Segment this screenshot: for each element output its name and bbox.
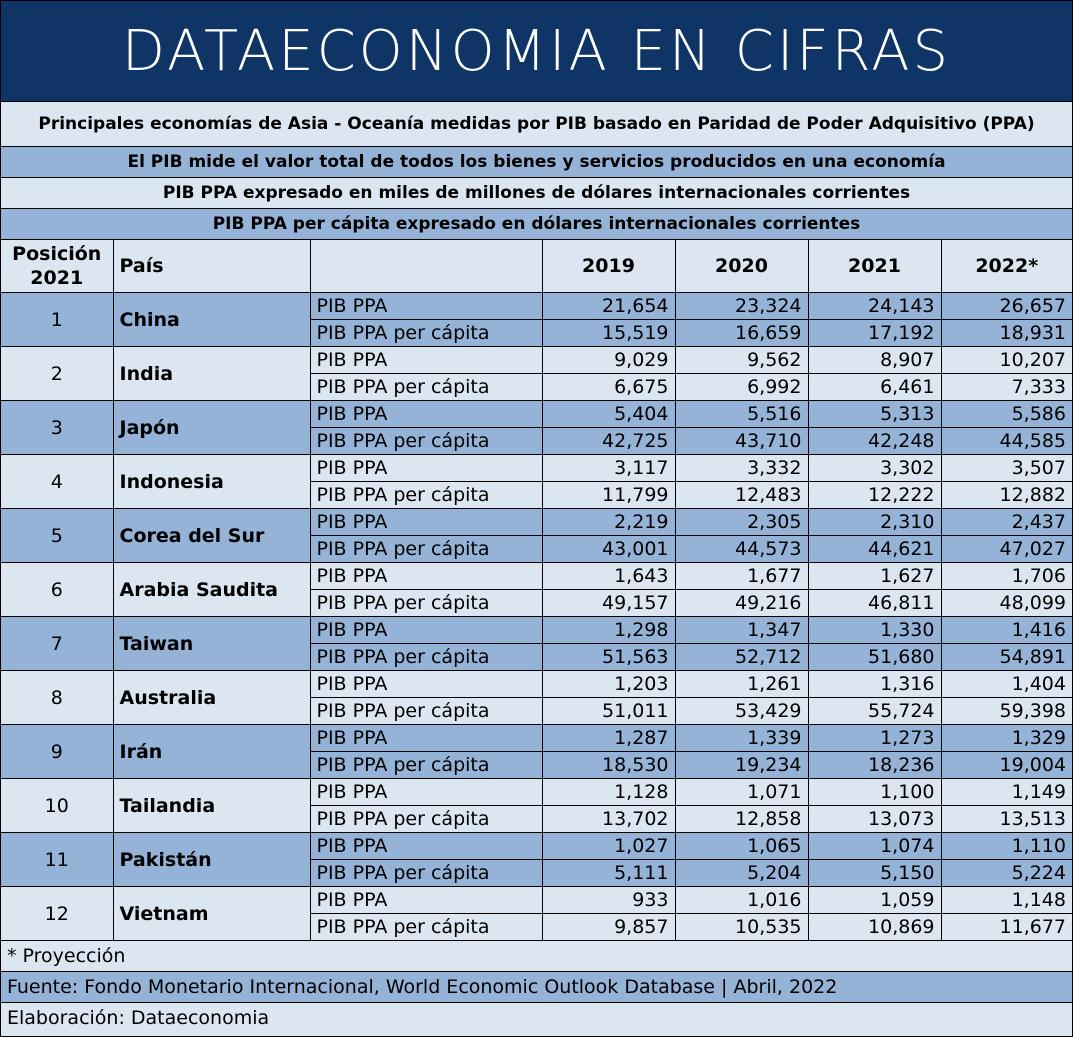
ppp-value: 1,074 <box>808 833 941 860</box>
table-row <box>1 833 1072 860</box>
country-cell: Vietnam <box>113 887 310 941</box>
ppp-value: 1,330 <box>808 617 941 644</box>
metric-label: PIB PPA <box>310 617 542 644</box>
note-per-capita-units: PIB PPA per cápita expresado en dólares internacionales corrientes <box>1 209 1072 240</box>
per-capita-value: 11,677 <box>941 914 1072 941</box>
per-capita-value: 47,027 <box>941 536 1072 563</box>
per-capita-value: 13,073 <box>808 806 941 833</box>
position-cell: 6 <box>1 563 113 617</box>
ppp-value: 3,117 <box>542 455 675 482</box>
ppp-value: 9,562 <box>675 347 808 374</box>
position-cell: 12 <box>1 887 113 941</box>
ppp-value: 9,029 <box>542 347 675 374</box>
metric-label: PIB PPA <box>310 347 542 374</box>
ppp-value: 5,586 <box>941 401 1072 428</box>
per-capita-value: 12,858 <box>675 806 808 833</box>
ppp-value: 1,416 <box>941 617 1072 644</box>
table-row <box>1 617 1072 644</box>
per-capita-value: 10,535 <box>675 914 808 941</box>
ppp-value: 1,261 <box>675 671 808 698</box>
ppp-value: 1,110 <box>941 833 1072 860</box>
ppp-value: 1,016 <box>675 887 808 914</box>
position-cell: 7 <box>1 617 113 671</box>
note-gdp-definition: El PIB mide el valor total de todos los bienes y servicios producidos en una economía <box>1 147 1072 178</box>
header-row <box>1 240 1072 293</box>
ppp-value: 1,100 <box>808 779 941 806</box>
metric-label: PIB PPA per cápita <box>310 752 542 779</box>
table-row <box>1 671 1072 698</box>
ppp-value: 1,706 <box>941 563 1072 590</box>
per-capita-value: 46,811 <box>808 590 941 617</box>
per-capita-value: 53,429 <box>675 698 808 725</box>
country-cell: Australia <box>113 671 310 725</box>
metric-label: PIB PPA per cápita <box>310 320 542 347</box>
ppp-value: 1,627 <box>808 563 941 590</box>
per-capita-value: 59,398 <box>941 698 1072 725</box>
country-cell: Irán <box>113 725 310 779</box>
country-cell: Tailandia <box>113 779 310 833</box>
header-metric <box>310 240 542 293</box>
per-capita-value: 51,680 <box>808 644 941 671</box>
metric-label: PIB PPA per cápita <box>310 428 542 455</box>
ppp-value: 1,643 <box>542 563 675 590</box>
country-cell: India <box>113 347 310 401</box>
ppp-value: 1,677 <box>675 563 808 590</box>
country-cell: Taiwan <box>113 617 310 671</box>
position-cell: 11 <box>1 833 113 887</box>
ppp-value: 1,298 <box>542 617 675 644</box>
ppp-value: 1,287 <box>542 725 675 752</box>
note-ppp-units: PIB PPA expresado en miles de millones de dólares internacionales corrientes <box>1 178 1072 209</box>
per-capita-value: 13,513 <box>941 806 1072 833</box>
table-row <box>1 779 1072 806</box>
per-capita-value: 44,621 <box>808 536 941 563</box>
ppp-value: 1,339 <box>675 725 808 752</box>
ppp-value: 10,207 <box>941 347 1072 374</box>
per-capita-value: 5,224 <box>941 860 1072 887</box>
metric-label: PIB PPA <box>310 401 542 428</box>
metric-label: PIB PPA per cápita <box>310 482 542 509</box>
ppp-value: 1,059 <box>808 887 941 914</box>
metric-label: PIB PPA <box>310 779 542 806</box>
header-year-2022: 2022* <box>941 240 1072 293</box>
metric-label: PIB PPA <box>310 671 542 698</box>
position-cell: 1 <box>1 293 113 347</box>
per-capita-value: 48,099 <box>941 590 1072 617</box>
metric-label: PIB PPA <box>310 887 542 914</box>
per-capita-value: 44,573 <box>675 536 808 563</box>
metric-label: PIB PPA per cápita <box>310 644 542 671</box>
per-capita-value: 18,931 <box>941 320 1072 347</box>
ppp-value: 5,313 <box>808 401 941 428</box>
ppp-value: 3,302 <box>808 455 941 482</box>
per-capita-value: 12,882 <box>941 482 1072 509</box>
ppp-value: 1,027 <box>542 833 675 860</box>
ppp-value: 5,516 <box>675 401 808 428</box>
country-cell: Japón <box>113 401 310 455</box>
table-row <box>1 725 1072 752</box>
ppp-value: 21,654 <box>542 293 675 320</box>
subtitle: Principales economías de Asia - Oceanía medidas por PIB basado en Paridad de Poder Adquisitivo (PPA) <box>1 102 1072 147</box>
country-cell: Arabia Saudita <box>113 563 310 617</box>
per-capita-value: 51,011 <box>542 698 675 725</box>
ppp-value: 1,273 <box>808 725 941 752</box>
ppp-value: 1,329 <box>941 725 1072 752</box>
metric-label: PIB PPA <box>310 563 542 590</box>
per-capita-value: 10,869 <box>808 914 941 941</box>
per-capita-value: 55,724 <box>808 698 941 725</box>
ppp-value: 2,219 <box>542 509 675 536</box>
per-capita-value: 11,799 <box>542 482 675 509</box>
country-cell: China <box>113 293 310 347</box>
header-position-line2: 2021 <box>30 267 84 289</box>
table-row <box>1 509 1072 536</box>
per-capita-value: 43,710 <box>675 428 808 455</box>
ppp-value: 5,404 <box>542 401 675 428</box>
per-capita-value: 6,992 <box>675 374 808 401</box>
metric-label: PIB PPA <box>310 293 542 320</box>
ppp-value: 1,065 <box>675 833 808 860</box>
table-row <box>1 563 1072 590</box>
ppp-value: 3,332 <box>675 455 808 482</box>
ppp-value: 3,507 <box>941 455 1072 482</box>
table-row <box>1 293 1072 320</box>
per-capita-value: 5,111 <box>542 860 675 887</box>
table-row <box>1 401 1072 428</box>
header-year-2021: 2021 <box>808 240 941 293</box>
per-capita-value: 49,157 <box>542 590 675 617</box>
position-cell: 2 <box>1 347 113 401</box>
metric-label: PIB PPA per cápita <box>310 806 542 833</box>
per-capita-value: 18,530 <box>542 752 675 779</box>
per-capita-value: 18,236 <box>808 752 941 779</box>
position-cell: 3 <box>1 401 113 455</box>
per-capita-value: 15,519 <box>542 320 675 347</box>
per-capita-value: 6,675 <box>542 374 675 401</box>
header-position-line1: Posición <box>12 243 102 265</box>
ppp-value: 2,310 <box>808 509 941 536</box>
metric-label: PIB PPA per cápita <box>310 374 542 401</box>
per-capita-value: 12,222 <box>808 482 941 509</box>
metric-label: PIB PPA <box>310 725 542 752</box>
position-cell: 4 <box>1 455 113 509</box>
header-country: País <box>113 240 310 293</box>
ppp-value: 26,657 <box>941 293 1072 320</box>
metric-label: PIB PPA <box>310 509 542 536</box>
per-capita-value: 54,891 <box>941 644 1072 671</box>
footnote-projection: * Proyección <box>1 941 1072 971</box>
per-capita-value: 6,461 <box>808 374 941 401</box>
per-capita-value: 12,483 <box>675 482 808 509</box>
ppp-value: 2,437 <box>941 509 1072 536</box>
per-capita-value: 7,333 <box>941 374 1072 401</box>
metric-label: PIB PPA per cápita <box>310 536 542 563</box>
per-capita-value: 42,248 <box>808 428 941 455</box>
ppp-value: 933 <box>542 887 675 914</box>
per-capita-value: 51,563 <box>542 644 675 671</box>
header-year-2020: 2020 <box>675 240 808 293</box>
per-capita-value: 44,585 <box>941 428 1072 455</box>
ppp-value: 1,203 <box>542 671 675 698</box>
metric-label: PIB PPA per cápita <box>310 914 542 941</box>
ppp-value: 1,404 <box>941 671 1072 698</box>
footnote-source: Fuente: Fondo Monetario Internacional, World Economic Outlook Database | Abril, 2022 <box>1 971 1072 1002</box>
country-cell: Indonesia <box>113 455 310 509</box>
position-cell: 5 <box>1 509 113 563</box>
position-cell: 10 <box>1 779 113 833</box>
per-capita-value: 5,204 <box>675 860 808 887</box>
ppp-value: 1,148 <box>941 887 1072 914</box>
ppp-value: 2,305 <box>675 509 808 536</box>
ppp-value: 24,143 <box>808 293 941 320</box>
per-capita-value: 9,857 <box>542 914 675 941</box>
country-cell: Pakistán <box>113 833 310 887</box>
metric-label: PIB PPA <box>310 833 542 860</box>
table-row <box>1 347 1072 374</box>
metric-label: PIB PPA <box>310 455 542 482</box>
ppp-value: 8,907 <box>808 347 941 374</box>
table-row <box>1 887 1072 914</box>
per-capita-value: 16,659 <box>675 320 808 347</box>
ppp-value: 1,071 <box>675 779 808 806</box>
per-capita-value: 19,234 <box>675 752 808 779</box>
per-capita-value: 13,702 <box>542 806 675 833</box>
metric-label: PIB PPA per cápita <box>310 590 542 617</box>
ppp-value: 1,149 <box>941 779 1072 806</box>
table-row <box>1 455 1072 482</box>
header-position <box>1 240 113 293</box>
per-capita-value: 42,725 <box>542 428 675 455</box>
per-capita-value: 17,192 <box>808 320 941 347</box>
position-cell: 8 <box>1 671 113 725</box>
ppp-value: 1,316 <box>808 671 941 698</box>
ppp-value: 23,324 <box>675 293 808 320</box>
metric-label: PIB PPA per cápita <box>310 698 542 725</box>
ppp-value: 1,128 <box>542 779 675 806</box>
country-cell: Corea del Sur <box>113 509 310 563</box>
metric-label: PIB PPA per cápita <box>310 860 542 887</box>
per-capita-value: 19,004 <box>941 752 1072 779</box>
per-capita-value: 52,712 <box>675 644 808 671</box>
gdp-table <box>1 240 1072 941</box>
ppp-value: 1,347 <box>675 617 808 644</box>
header-year-2019: 2019 <box>542 240 675 293</box>
per-capita-value: 49,216 <box>675 590 808 617</box>
per-capita-value: 5,150 <box>808 860 941 887</box>
banner-title: DATAECONOMIA EN CIFRAS <box>1 1 1072 102</box>
footnote-credit: Elaboración: Dataeconomia <box>1 1002 1072 1033</box>
per-capita-value: 43,001 <box>542 536 675 563</box>
position-cell: 9 <box>1 725 113 779</box>
